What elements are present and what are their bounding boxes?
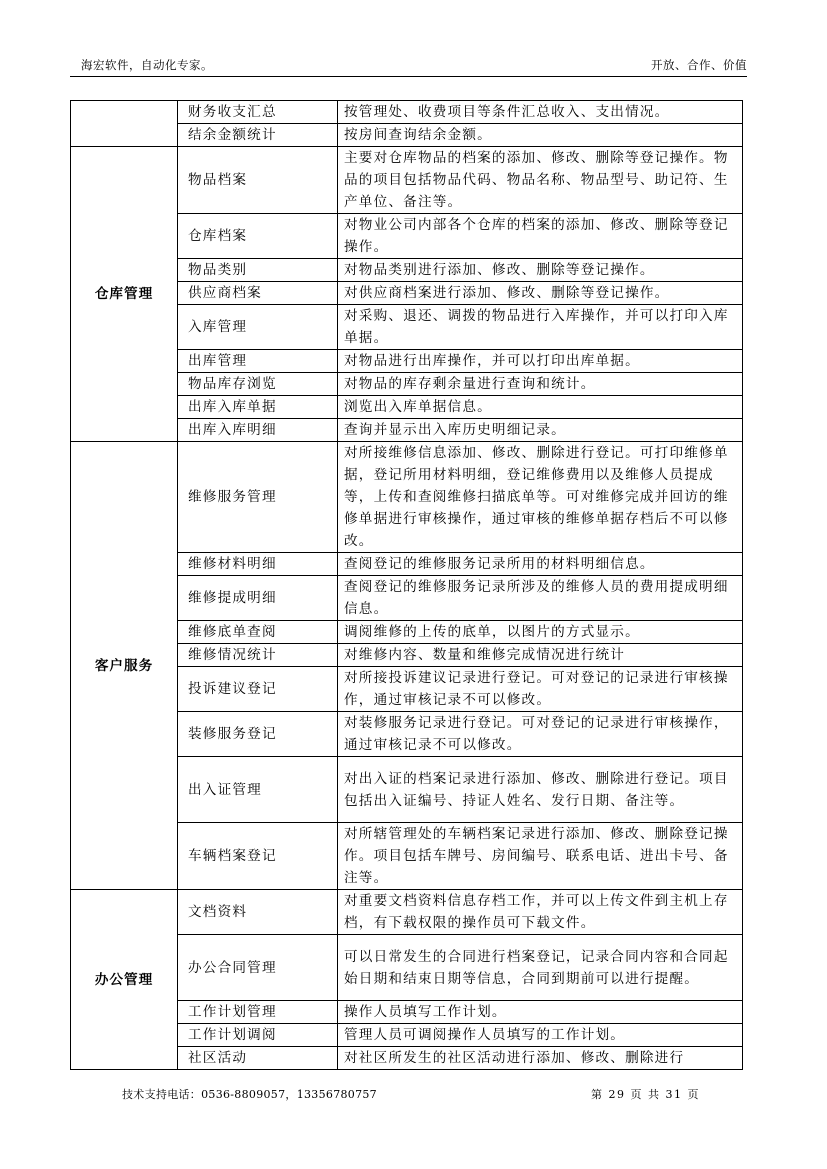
footer-page-number: 第 29 页 共 31 页 xyxy=(591,1088,700,1101)
page-header xyxy=(81,57,747,75)
function-description-cell: 对装修服务记录进行登记。可对登记的记录进行审核操作，通过审核记录不可以修改。 xyxy=(338,712,743,757)
function-name-cell: 入库管理 xyxy=(178,305,338,350)
header-divider xyxy=(70,76,747,77)
function-name-cell: 维修服务管理 xyxy=(178,442,338,553)
function-name-cell: 财务收支汇总 xyxy=(178,101,338,124)
category-cell xyxy=(71,101,178,147)
function-description-cell: 按管理处、收费项目等条件汇总收入、支出情况。 xyxy=(338,101,743,124)
table-row xyxy=(71,442,743,553)
function-name-cell: 物品类别 xyxy=(178,259,338,282)
function-name-cell: 办公合同管理 xyxy=(178,935,338,1001)
function-description-cell: 可以日常发生的合同进行档案登记，记录合同内容和合同起始日期和结束日期等信息，合同到期前可以进行提醒。 xyxy=(338,935,743,1001)
function-name-cell: 出库入库明细 xyxy=(178,419,338,442)
function-description-cell: 对所接维修信息添加、修改、删除进行登记。可打印维修单据，登记所用材料明细，登记维修费用以及维修人员提成等，上传和查阅维修扫描底单等。可对维修完成并回访的维修单据进行审核操作，通过审核的维修单据存档后不可以修改。 xyxy=(338,442,743,553)
function-description-cell: 对供应商档案进行添加、修改、删除等登记操作。 xyxy=(338,282,743,305)
table-row xyxy=(71,890,743,935)
function-name-cell: 结余金额统计 xyxy=(178,124,338,147)
function-description-cell: 操作人员填写工作计划。 xyxy=(338,1001,743,1024)
function-description-cell: 查询并显示出入库历史明细记录。 xyxy=(338,419,743,442)
function-name-cell: 物品库存浏览 xyxy=(178,373,338,396)
function-description-cell: 调阅维修的上传的底单，以图片的方式显示。 xyxy=(338,621,743,644)
function-description-cell: 对维修内容、数量和维修完成情况进行统计 xyxy=(338,644,743,667)
function-description-cell: 按房间查询结余金额。 xyxy=(338,124,743,147)
table-row xyxy=(71,147,743,214)
function-name-cell: 工作计划管理 xyxy=(178,1001,338,1024)
function-name-cell: 出库入库单据 xyxy=(178,396,338,419)
table-row xyxy=(71,101,743,124)
category-cell: 仓库管理 xyxy=(71,147,178,442)
function-description-cell: 对物品的库存剩余量进行查询和统计。 xyxy=(338,373,743,396)
function-name-cell: 文档资料 xyxy=(178,890,338,935)
function-name-cell: 装修服务登记 xyxy=(178,712,338,757)
function-description-cell: 对出入证的档案记录进行添加、修改、删除进行登记。项目包括出入证编号、持证人姓名、发行日期、备注等。 xyxy=(338,757,743,823)
function-description-cell: 查阅登记的维修服务记录所涉及的维修人员的费用提成明细信息。 xyxy=(338,576,743,621)
function-name-cell: 维修提成明细 xyxy=(178,576,338,621)
function-name-cell: 出入证管理 xyxy=(178,757,338,823)
function-name-cell: 社区活动 xyxy=(178,1047,338,1070)
function-description-cell: 查阅登记的维修服务记录所用的材料明细信息。 xyxy=(338,553,743,576)
function-description-cell: 对所接投诉建议记录进行登记。可对登记的记录进行审核操作，通过审核记录不可以修改。 xyxy=(338,667,743,712)
function-description-cell: 浏览出入库单据信息。 xyxy=(338,396,743,419)
category-cell: 办公管理 xyxy=(71,890,178,1070)
table-body xyxy=(71,101,743,1070)
function-name-cell: 车辆档案登记 xyxy=(178,823,338,890)
function-name-cell: 物品档案 xyxy=(178,147,338,214)
function-description-cell: 对物品进行出库操作，并可以打印出库单据。 xyxy=(338,350,743,373)
function-description-cell: 对社区所发生的社区活动进行添加、修改、删除进行 xyxy=(338,1047,743,1070)
function-name-cell: 维修情况统计 xyxy=(178,644,338,667)
header-company-slogan: 海宏软件，自动化专家。 xyxy=(81,58,213,72)
category-cell: 客户服务 xyxy=(71,442,178,890)
function-name-cell: 投诉建议登记 xyxy=(178,667,338,712)
function-name-cell: 维修底单查阅 xyxy=(178,621,338,644)
function-name-cell: 出库管理 xyxy=(178,350,338,373)
function-description-cell: 对物业公司内部各个仓库的档案的添加、修改、删除等登记操作。 xyxy=(338,214,743,259)
function-description-cell: 对重要文档资料信息存档工作，并可以上传文件到主机上存档，有下载权限的操作员可下载文件。 xyxy=(338,890,743,935)
module-function-table xyxy=(70,100,743,1070)
function-description-cell: 管理人员可调阅操作人员填写的工作计划。 xyxy=(338,1024,743,1047)
function-name-cell: 供应商档案 xyxy=(178,282,338,305)
function-description-cell: 主要对仓库物品的档案的添加、修改、删除等登记操作。物品的项目包括物品代码、物品名称、物品型号、助记符、生产单位、备注等。 xyxy=(338,147,743,214)
header-values-slogan: 开放、合作、价值 xyxy=(651,58,747,72)
function-description-cell: 对所辖管理处的车辆档案记录进行添加、修改、删除登记操作。项目包括车牌号、房间编号、联系电话、进出卡号、备注等。 xyxy=(338,823,743,890)
function-name-cell: 工作计划调阅 xyxy=(178,1024,338,1047)
footer-support-phone: 技术支持电话：0536-8809057，13356780757 xyxy=(122,1088,377,1101)
function-description-cell: 对物品类别进行添加、修改、删除等登记操作。 xyxy=(338,259,743,282)
function-name-cell: 维修材料明细 xyxy=(178,553,338,576)
function-description-cell: 对采购、退还、调拨的物品进行入库操作，并可以打印入库单据。 xyxy=(338,305,743,350)
function-name-cell: 仓库档案 xyxy=(178,214,338,259)
